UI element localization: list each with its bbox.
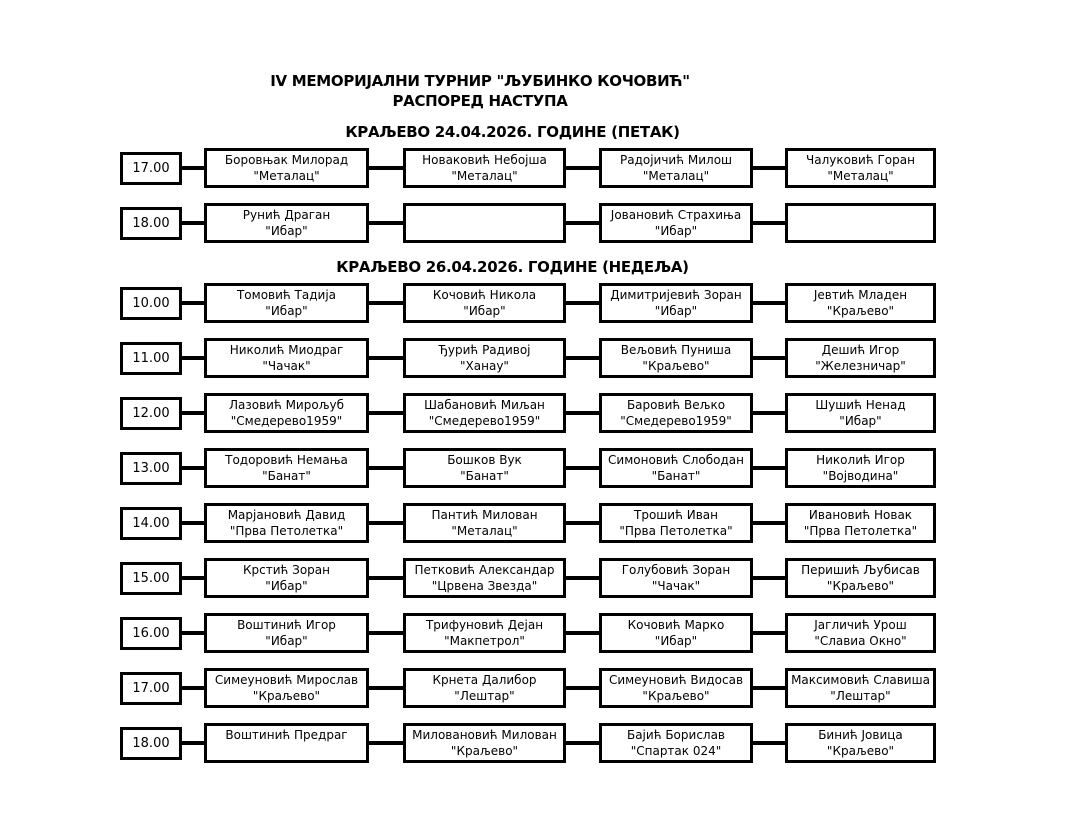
player-name: Николић Миодраг: [229, 343, 344, 357]
player-box: [204, 558, 369, 598]
connector-line: [182, 741, 204, 745]
player-club: "Ибар": [654, 224, 698, 238]
connector-line: [369, 356, 403, 360]
time-box: 12.00: [120, 397, 182, 430]
player-club: "Краљево": [642, 359, 710, 373]
document-title: IV МЕМОРИЈАЛНИ ТУРНИР "ЉУБИНКО КОЧОВИЋ": [270, 72, 690, 90]
player-name: Јовановић Страхиња: [610, 208, 742, 222]
schedule-row: [120, 338, 1080, 378]
player-name: Дешић Игор: [821, 343, 900, 357]
player-name: Ђурић Радивој: [438, 343, 531, 357]
player-name: Баровић Вељко: [626, 398, 726, 412]
player-club: "Прва Петолетка": [803, 524, 918, 538]
player-club: "Макпетрол": [444, 634, 525, 648]
connector-line: [753, 166, 785, 170]
player-club: "Краљево": [826, 304, 895, 318]
player-box: [785, 723, 936, 763]
player-name: Рунић Драган: [242, 208, 331, 222]
schedule-row: [120, 558, 1080, 598]
time-box: 13.00: [120, 452, 182, 485]
player-club: "Смедерево1959": [230, 414, 343, 428]
connector-line: [566, 741, 599, 745]
time-box: 14.00: [120, 507, 182, 540]
player-club: "Металац": [451, 169, 518, 183]
player-name: [406, 207, 563, 223]
schedule-row: [120, 668, 1080, 708]
sections-container: [0, 123, 1080, 763]
player-box: [204, 503, 369, 543]
player-club: "Ибар": [463, 304, 506, 318]
schedule-table: [120, 148, 1080, 243]
connector-line: [566, 631, 599, 635]
time-box: 17.00: [120, 672, 182, 705]
player-name: Голубовић Зоран: [621, 563, 731, 577]
connector-line: [566, 301, 599, 305]
schedule-row: [120, 283, 1080, 323]
schedule-row: [120, 448, 1080, 488]
player-name: Трошић Иван: [634, 508, 718, 522]
connector-line: [753, 221, 785, 225]
connector-line: [753, 576, 785, 580]
player-box: [599, 668, 753, 708]
player-name: Јевтић Младен: [813, 288, 908, 302]
player-name: [788, 207, 933, 223]
player-box: [403, 668, 566, 708]
connector-line: [369, 466, 403, 470]
schedule-table: [120, 283, 1080, 763]
player-club: "Металац": [451, 524, 518, 538]
connector-line: [369, 166, 403, 170]
player-club: "Ибар": [265, 634, 308, 648]
schedule-row: [120, 148, 1080, 188]
player-club: "Краљево": [826, 744, 895, 758]
connector-line: [566, 466, 599, 470]
connector-line: [753, 356, 785, 360]
connector-line: [753, 631, 785, 635]
player-box: [403, 723, 566, 763]
player-club: "Краљево": [826, 579, 895, 593]
player-club: "Чачак": [651, 579, 701, 593]
player-club: "Ибар": [265, 224, 308, 238]
player-box: [403, 448, 566, 488]
player-box: [204, 723, 369, 763]
connector-line: [369, 576, 403, 580]
connector-line: [566, 686, 599, 690]
connector-line: [182, 301, 204, 305]
player-box: [785, 613, 936, 653]
player-box: [785, 283, 936, 323]
player-box: [403, 503, 566, 543]
player-club: "Ибар": [265, 304, 308, 318]
player-club: "Спартак 024": [630, 744, 722, 758]
player-box: [785, 668, 936, 708]
connector-line: [566, 576, 599, 580]
section-heading: КРАЉЕВО 26.04.2026. ГОДИНЕ (НЕДЕЉА): [336, 258, 689, 276]
player-club: "Банат": [651, 469, 701, 483]
connector-line: [566, 221, 599, 225]
player-name: Перишић Љубисав: [801, 563, 920, 577]
player-club: "Славиа Окно": [814, 634, 907, 648]
connector-line: [753, 521, 785, 525]
schedule-section: [0, 258, 1080, 763]
player-name: Вељовић Пуниша: [620, 343, 732, 357]
connector-line: [182, 576, 204, 580]
connector-line: [753, 686, 785, 690]
time-box: 18.00: [120, 207, 182, 240]
connector-line: [566, 356, 599, 360]
player-club: "Ибар": [839, 414, 882, 428]
player-box: [599, 393, 753, 433]
connector-line: [369, 221, 403, 225]
player-club: "Краљево": [450, 744, 519, 758]
player-name: Симеуновић Мирослав: [214, 673, 359, 687]
schedule-row: [120, 613, 1080, 653]
player-name: Лазовић Мирољуб: [228, 398, 345, 412]
player-club: [788, 223, 933, 239]
player-name: Чалуковић Горан: [806, 153, 915, 167]
connector-line: [566, 166, 599, 170]
player-name: Крстић Зоран: [242, 563, 330, 577]
player-box: [599, 723, 753, 763]
connector-line: [182, 221, 204, 225]
schedule-section: [0, 123, 1080, 243]
player-club: "Железничар": [815, 359, 906, 373]
player-box: [403, 558, 566, 598]
schedule-row: [120, 723, 1080, 763]
player-name: Кочовић Марко: [627, 618, 725, 632]
player-box: [403, 393, 566, 433]
connector-line: [753, 411, 785, 415]
player-name: Максимовић Славиша: [791, 673, 930, 687]
schedule-row: [120, 203, 1080, 243]
player-box: [204, 393, 369, 433]
player-box: [599, 558, 753, 598]
connector-line: [753, 301, 785, 305]
player-box: [785, 503, 936, 543]
player-name: Ивановић Новак: [808, 508, 913, 522]
player-club: [207, 743, 366, 759]
player-box: [599, 503, 753, 543]
player-club: "Ибар": [654, 304, 698, 318]
connector-line: [369, 686, 403, 690]
player-box: [599, 203, 753, 243]
player-name: Кочовић Никола: [432, 288, 537, 302]
player-club: "Металац": [642, 169, 710, 183]
player-name: Томовић Тадија: [236, 288, 337, 302]
player-box: [204, 448, 369, 488]
connector-line: [182, 166, 204, 170]
player-box: [204, 668, 369, 708]
player-box: [204, 338, 369, 378]
connector-line: [182, 356, 204, 360]
player-club: "Прва Петолетка": [229, 524, 344, 538]
player-box: [785, 148, 936, 188]
player-club: "Прва Петолетка": [619, 524, 733, 538]
connector-line: [182, 686, 204, 690]
connector-line: [182, 411, 204, 415]
player-name: Тодоровић Немања: [225, 453, 348, 467]
player-club: "Лештар": [830, 689, 891, 703]
connector-line: [369, 301, 403, 305]
player-box: [599, 148, 753, 188]
connector-line: [369, 741, 403, 745]
player-club: "Краљево": [252, 689, 321, 703]
time-box: 18.00: [120, 727, 182, 760]
player-box: [403, 148, 566, 188]
player-club: "Ханау": [460, 359, 509, 373]
time-box: 10.00: [120, 287, 182, 320]
player-name: Бајић Борислав: [626, 728, 726, 742]
player-name: Воштинић Игор: [237, 618, 336, 632]
player-name: Симоновић Слободан: [608, 453, 744, 467]
player-box: [599, 283, 753, 323]
section-heading: КРАЉЕВО 24.04.2026. ГОДИНЕ (ПЕТАК): [345, 123, 680, 141]
connector-line: [182, 521, 204, 525]
connector-line: [753, 741, 785, 745]
player-name: Шушић Ненад: [815, 398, 906, 412]
player-name: Радојичић Милош: [619, 153, 733, 167]
player-club: "Црвена Звезда": [431, 579, 538, 593]
player-box: [785, 558, 936, 598]
player-name: Миловановић Милован: [412, 728, 557, 742]
player-club: "Лештар": [454, 689, 515, 703]
player-name: Јагличић Урош: [814, 618, 907, 632]
player-box: [204, 283, 369, 323]
connector-line: [753, 466, 785, 470]
time-box: 15.00: [120, 562, 182, 595]
player-box: [785, 448, 936, 488]
time-box: 16.00: [120, 617, 182, 650]
player-name: Бошков Вук: [447, 453, 522, 467]
player-club: "Ибар": [654, 634, 698, 648]
player-box: [204, 203, 369, 243]
player-club: "Краљево": [642, 689, 710, 703]
player-name: Марјановић Давид: [227, 508, 346, 522]
player-club: "Металац": [253, 169, 320, 183]
player-name: Бинић Јовица: [818, 728, 903, 742]
player-club: "Смедерево1959": [428, 414, 541, 428]
player-box: [599, 448, 753, 488]
player-club: "Банат": [262, 469, 311, 483]
player-box: [785, 338, 936, 378]
player-box: [785, 203, 936, 243]
player-box: [599, 613, 753, 653]
schedule-row: [120, 393, 1080, 433]
player-club: "Банат": [460, 469, 509, 483]
player-club: "Војводина": [822, 469, 899, 483]
connector-line: [369, 521, 403, 525]
player-name: Димитријевић Зоран: [610, 288, 742, 302]
player-box: [204, 613, 369, 653]
schedule-row: [120, 503, 1080, 543]
player-name: Воштинић Предраг: [225, 728, 348, 742]
time-box: 11.00: [120, 342, 182, 375]
connector-line: [369, 411, 403, 415]
document-subtitle: РАСПОРЕД НАСТУПА: [392, 92, 568, 110]
player-name: Николић Игор: [816, 453, 905, 467]
player-club: "Смедерево1959": [620, 414, 732, 428]
player-box: [599, 338, 753, 378]
player-club: "Металац": [827, 169, 894, 183]
player-club: "Чачак": [262, 359, 311, 373]
player-name: Боровњак Милорад: [224, 153, 349, 167]
player-box: [403, 203, 566, 243]
player-box: [403, 283, 566, 323]
connector-line: [566, 521, 599, 525]
player-name: Симеуновић Видосав: [608, 673, 744, 687]
connector-line: [182, 466, 204, 470]
player-box: [403, 613, 566, 653]
player-box: [204, 148, 369, 188]
player-club: [406, 223, 563, 239]
player-name: Пантић Милован: [431, 508, 538, 522]
player-club: "Ибар": [265, 579, 308, 593]
connector-line: [566, 411, 599, 415]
player-box: [403, 338, 566, 378]
player-box: [785, 393, 936, 433]
player-name: Петковић Александар: [414, 563, 555, 577]
player-name: Крнета Далибор: [432, 673, 537, 687]
connector-line: [182, 631, 204, 635]
player-name: Трифуновић Дејан: [425, 618, 544, 632]
player-name: Новаковић Небојша: [422, 153, 547, 167]
connector-line: [369, 631, 403, 635]
player-name: Шабановић Миљан: [424, 398, 545, 412]
time-box: 17.00: [120, 152, 182, 185]
